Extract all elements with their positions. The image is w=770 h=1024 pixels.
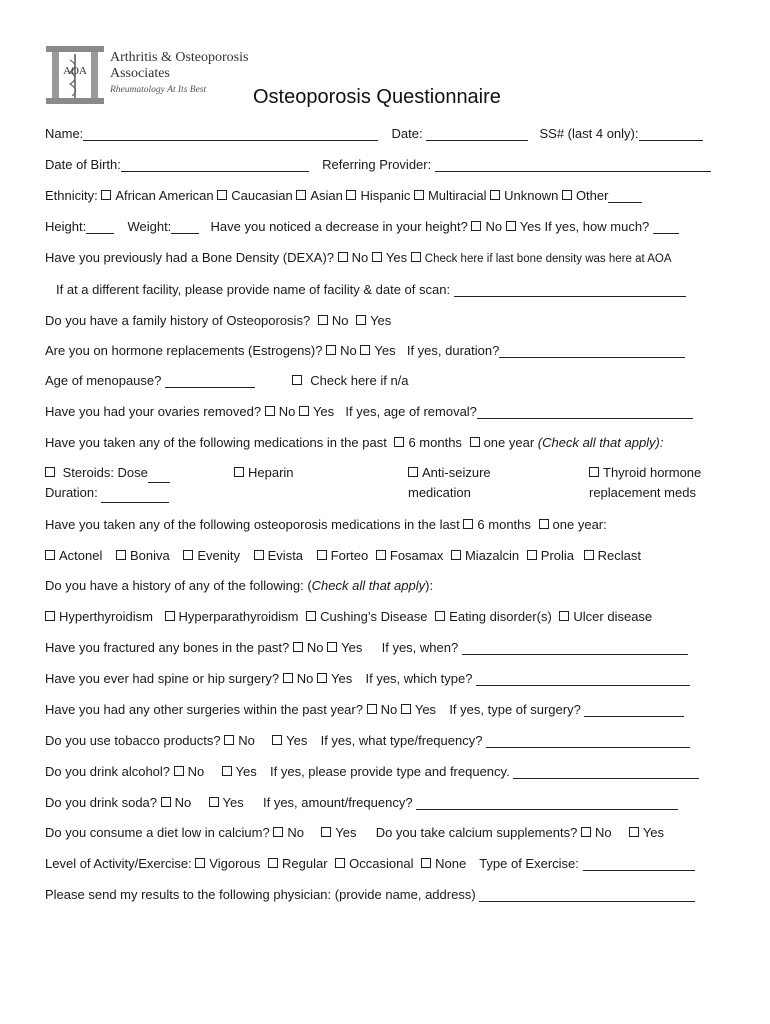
calcium-diet-question: Do you consume a diet low in calcium? [45,825,270,840]
option-label: medication [408,485,471,500]
family-history-no-checkbox[interactable] [318,315,328,325]
other-surgeries-no-checkbox[interactable] [367,704,377,714]
dexa-no-checkbox[interactable] [338,252,348,262]
weight-field[interactable] [171,219,199,234]
option-label: Yes [286,733,308,748]
thyroid-hormone-checkbox[interactable] [589,467,599,477]
row-history [45,578,433,593]
follow-up-label: If yes, amount/frequency? [262,795,413,810]
option-label: Yes If yes, how much? [519,219,650,234]
tobacco-question: Do you use tobacco products? [45,733,221,748]
row-osteo-medications [45,517,607,532]
dexa-question: Have you previously had a Bone Density (DEXA)? [45,250,335,265]
row-name [45,126,703,141]
other-ethnicity-field[interactable] [608,188,642,203]
option-label: No [287,825,304,840]
exercise-type-field[interactable] [583,856,695,871]
menopause-age-field[interactable] [165,373,255,388]
prolia-checkbox[interactable] [527,550,537,560]
miazalcin-checkbox[interactable] [451,550,461,560]
row-tobacco [45,733,690,748]
steroids-cell [45,463,170,503]
osteo-one-year-checkbox[interactable] [539,519,549,529]
hormone-yes-checkbox[interactable] [360,345,370,355]
hispanic-checkbox[interactable] [346,190,356,200]
caucasian-checkbox[interactable] [217,190,227,200]
option-label: Ulcer disease [573,609,653,624]
option-label: Boniva [130,548,170,563]
option-label: Occasional [349,856,414,871]
cushings-disease-checkbox[interactable] [306,611,316,621]
heparin-cell [234,463,294,483]
fracture-question: Have you fractured any bones in the past? [45,640,290,655]
option-label: Caucasian [231,188,293,203]
fracture-no-checkbox[interactable] [293,642,303,652]
other-surgeries-yes-checkbox[interactable] [401,704,411,714]
option-label: Yes [331,671,353,686]
option-label: one year: [552,517,607,532]
ss-label: SS# (last 4 only): [539,126,639,141]
steroids-checkbox[interactable] [45,467,55,477]
row-ethnicity [45,188,642,203]
practice-logo [44,44,254,106]
heparin-checkbox[interactable] [234,467,244,477]
row-height [45,219,679,234]
row-activity [45,856,695,871]
ss-field[interactable] [639,126,703,141]
option-label: Evenity [197,548,241,563]
ulcer-disease-checkbox[interactable] [559,611,569,621]
name-label: Name: [45,126,84,141]
option-label: Cushing’s Disease [320,609,428,624]
option-label: No [296,671,314,686]
removal-age-label: If yes, age of removal? [345,404,477,419]
name-field[interactable] [83,126,378,141]
option-label: Eating disorder(s) [449,609,552,624]
row-menopause [45,373,409,388]
history-question: Do you have a history of any of the following: ( [45,578,312,593]
option-label: Forteo [330,548,369,563]
row-other-surgeries [45,702,684,717]
multiracial-checkbox[interactable] [414,190,424,200]
ovaries-question: Have you had your ovaries removed? [45,404,262,419]
family-history-question: Do you have a family history of Osteoporosis? [45,313,311,328]
height-decrease-question: Have you noticed a decrease in your height? [210,219,468,234]
boniva-checkbox[interactable] [116,550,126,560]
duration-label: If yes, duration? [406,343,500,358]
tobacco-yes-checkbox[interactable] [272,735,282,745]
spine-surgery-no-checkbox[interactable] [283,673,293,683]
option-label: 6 months [408,435,462,450]
tobacco-no-checkbox[interactable] [224,735,234,745]
option-label: Yes [222,795,244,810]
anti-seizure-checkbox[interactable] [408,467,418,477]
calcium-supplement-no-checkbox[interactable] [581,827,591,837]
actonel-checkbox[interactable] [45,550,55,560]
option-label: Check here if n/a [310,373,409,388]
soda-frequency-field[interactable] [416,795,678,810]
date-field[interactable] [426,126,528,141]
hormone-no-checkbox[interactable] [326,345,336,355]
african-american-checkbox[interactable] [101,190,111,200]
duration-label: Duration: [45,485,98,500]
unknown-checkbox[interactable] [490,190,500,200]
option-label: Reclast [597,548,642,563]
dexa-yes-checkbox[interactable] [372,252,382,262]
physician-field[interactable] [479,887,695,902]
option-label: Regular [282,856,328,871]
follow-up-label: If yes, which type? [365,671,473,686]
anti-seizure-cell [408,463,491,503]
option-label: Yes [385,250,408,265]
steroids-duration-field[interactable] [101,488,169,503]
option-label: African American [115,188,214,203]
osteo-medications-question: Have you taken any of the following osteoporosis medications in the last [45,517,460,532]
other-surgeries-question: Have you had any other surgeries within the past year? [45,702,363,717]
option-label: 6 months [477,517,531,532]
option-label: No [351,250,369,265]
option-label: Prolia [540,548,575,563]
alcohol-frequency-field[interactable] [513,764,699,779]
past-medications-question: Have you taken any of the following medications in the past [45,435,387,450]
tobacco-frequency-field[interactable] [486,733,690,748]
osteo-6-months-checkbox[interactable] [463,519,473,529]
option-label: Vigorous [209,856,261,871]
hormone-duration-field[interactable] [499,343,685,358]
row-dob [45,157,711,172]
option-label: No [238,733,255,748]
option-label: No [174,795,192,810]
caduceus-column-logo-icon [44,44,106,106]
fracture-yes-checkbox[interactable] [327,642,337,652]
logo-name-line1: Arthritis & Osteoporosis [110,50,249,65]
ovaries-age-field[interactable] [477,404,693,419]
soda-yes-checkbox[interactable] [209,797,219,807]
option-label: Hispanic [360,188,411,203]
other-surgery-type-field[interactable] [584,702,684,717]
other-checkbox[interactable] [562,190,572,200]
option-label: Yes [642,825,665,840]
option-label: No [187,764,205,779]
facility-question: If at a different facility, please provide name of facility & date of scan: [56,282,451,297]
row-spine-surgery [45,671,690,686]
physician-question: Please send my results to the following physician: (provide name, address) [45,887,476,902]
option-label: Miazalcin [464,548,520,563]
steroids-dose-field[interactable] [148,468,170,483]
row-physician [45,887,695,902]
hyperparathyroidism-checkbox[interactable] [165,611,175,621]
weight-label: Weight: [127,219,172,234]
alcohol-question: Do you drink alcohol? [45,764,171,779]
row-ovaries [45,404,693,419]
svg-text:AOA: AOA [63,65,87,77]
height-field[interactable] [86,219,114,234]
ovaries-yes-checkbox[interactable] [299,406,309,416]
option-label: Hyperthyroidism [59,609,153,624]
option-label: Yes [312,404,335,419]
spine-surgery-type-field[interactable] [476,671,690,686]
ovaries-no-checkbox[interactable] [265,406,275,416]
height-decrease-no-checkbox[interactable] [471,221,481,231]
fosamax-checkbox[interactable] [376,550,386,560]
referring-provider-field[interactable] [435,157,711,172]
option-label: Asian [310,188,343,203]
option-label: Other [575,188,609,203]
past-6-months-checkbox[interactable] [394,437,404,447]
option-label: None [435,856,467,871]
calcium-supplement-yes-checkbox[interactable] [629,827,639,837]
option-label: No [485,219,503,234]
option-label: No [594,825,612,840]
spine-surgery-yes-checkbox[interactable] [317,673,327,683]
calcium-supplement-question: Do you take calcium supplements? [375,825,578,840]
option-label: Unknown [504,188,559,203]
option-label: Heparin [248,465,294,480]
calcium-diet-no-checkbox[interactable] [273,827,283,837]
history-question-end: ): [425,578,434,593]
height-decrease-yes-checkbox[interactable] [506,221,516,231]
option-label: Evista [267,548,304,563]
option-label: Yes [374,343,396,358]
alcohol-yes-checkbox[interactable] [222,766,232,776]
option-label: replacement meds [589,485,696,500]
menopause-na-checkbox[interactable] [292,375,302,385]
page-title: Osteoporosis Questionnaire [253,86,501,108]
option-label: Multiracial [427,188,487,203]
spine-surgery-question: Have you ever had spine or hip surgery? [45,671,280,686]
facility-field[interactable] [454,282,686,297]
row-hormones [45,343,685,358]
dob-label: Date of Birth: [45,157,121,172]
option-label: No [306,640,324,655]
dexa-at-aoa-checkbox[interactable] [411,252,421,262]
alcohol-no-checkbox[interactable] [174,766,184,776]
height-label: Height: [45,219,87,234]
row-alcohol [45,764,699,779]
dob-field[interactable] [121,157,309,172]
follow-up-label: If yes, what type/frequency? [320,733,483,748]
option-label: Yes [335,825,357,840]
hormone-question: Are you on hormone replacements (Estrogens)? [45,343,323,358]
option-label: Actonel [59,548,103,563]
height-decrease-amount-field[interactable] [653,219,679,234]
option-label: No [331,313,349,328]
row-facility [56,282,686,297]
option-label: Fosamax [389,548,444,563]
follow-up-label: If yes, type of surgery? [449,702,581,717]
option-label: Thyroid hormone [603,465,702,480]
option-label: Yes [235,764,257,779]
follow-up-label: If yes, please provide type and frequency. [270,764,510,779]
row-soda [45,795,678,810]
asian-checkbox[interactable] [296,190,306,200]
logo-tagline: Rheumatology At Its Best [110,85,207,95]
option-label: Yes [414,702,437,717]
evista-checkbox[interactable] [254,550,264,560]
reclast-checkbox[interactable] [584,550,594,560]
referring-provider-label: Referring Provider: [322,157,432,172]
row-past-medications [45,435,664,450]
fracture-when-field[interactable] [462,640,688,655]
ethnicity-label: Ethnicity: [45,188,98,203]
row-calcium [45,825,664,840]
option-label: Anti-seizure [422,465,491,480]
date-label: Date: [391,126,423,141]
row-drug-list [45,548,641,563]
hyperthyroidism-checkbox[interactable] [45,611,55,621]
option-label: Yes [341,640,363,655]
soda-no-checkbox[interactable] [161,797,171,807]
option-label: Check here if last bone density was here at AOA [424,253,672,265]
option-label: one year [483,435,535,450]
logo-name-line2: Associates [110,66,170,81]
soda-question: Do you drink soda? [45,795,158,810]
option-label: No [380,702,398,717]
calcium-diet-yes-checkbox[interactable] [321,827,331,837]
option-label: No [340,343,357,358]
forteo-checkbox[interactable] [317,550,327,560]
check-all-note: Check all that apply [311,578,426,593]
regular-checkbox[interactable] [268,858,278,868]
exercise-type-label: Type of Exercise: [479,856,579,871]
check-all-note: (Check all that apply): [537,435,664,450]
option-label: Steroids: Dose [62,465,148,480]
family-history-yes-checkbox[interactable] [356,315,366,325]
row-family-history [45,313,391,328]
option-label: Hyperparathyroidism [178,609,299,624]
follow-up-label: If yes, when? [381,640,459,655]
eating-disorder-checkbox[interactable] [435,611,445,621]
activity-question: Level of Activity/Exercise: [45,856,192,871]
evenity-checkbox[interactable] [183,550,193,560]
option-label: No [278,404,296,419]
row-conditions [45,609,652,624]
occasional-checkbox[interactable] [335,858,345,868]
row-fractures [45,640,688,655]
option-label: Yes [370,313,392,328]
row-dexa [45,250,672,265]
none-checkbox[interactable] [421,858,431,868]
vigorous-checkbox[interactable] [195,858,205,868]
past-one-year-checkbox[interactable] [470,437,480,447]
thyroid-cell [589,463,701,503]
menopause-question: Age of menopause? [45,373,162,388]
